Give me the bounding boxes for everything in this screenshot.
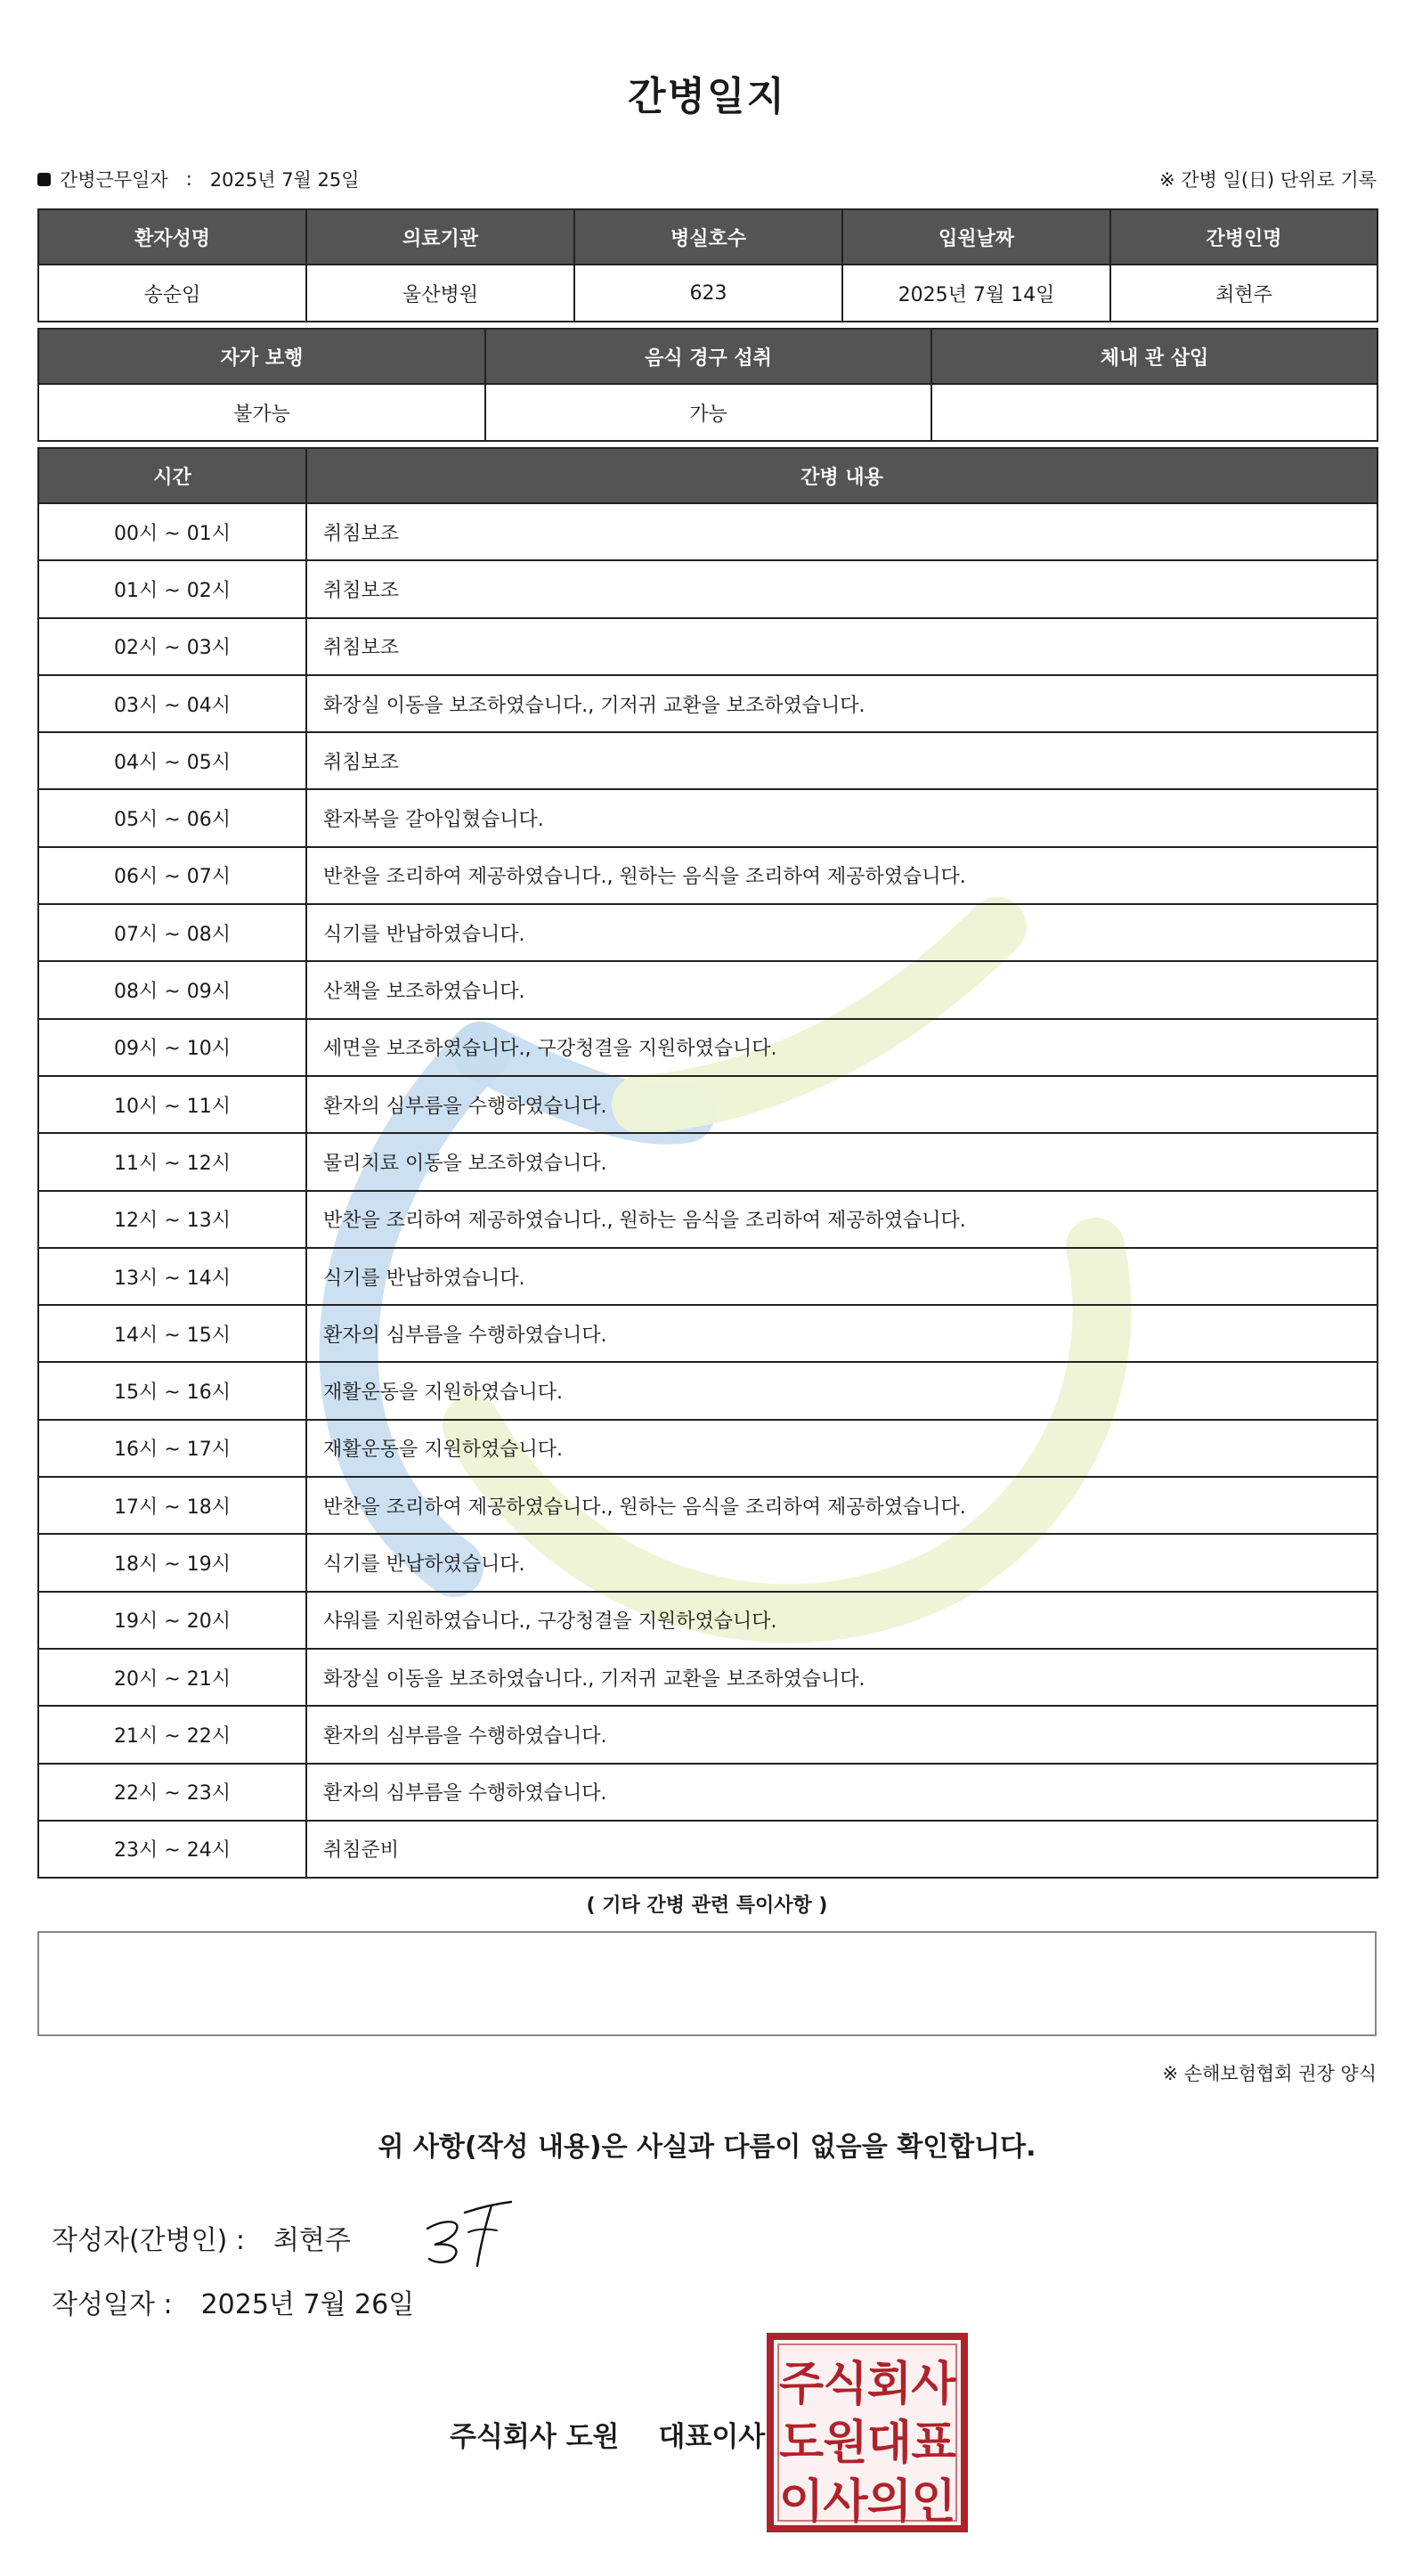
care-log-content: 화장실 이동을 보조하였습니다., 기저귀 교환을 보조하였습니다. xyxy=(306,1649,1377,1706)
work-date-label: 간병근무일자 xyxy=(60,169,168,191)
care-log-time: 08시 ~ 09시 xyxy=(38,961,306,1018)
care-log-row xyxy=(38,1534,1377,1591)
header-hospital: 의료기관 xyxy=(306,209,574,265)
header-self-walking: 자가 보행 xyxy=(38,329,485,384)
header-oral-intake: 음식 경구 섭취 xyxy=(485,329,931,384)
care-log-row xyxy=(38,847,1377,904)
care-log-content: 반찬을 조리하여 제공하였습니다., 원하는 음식을 조리하여 제공하였습니다. xyxy=(306,1477,1377,1534)
care-log-content: 산책을 보조하였습니다. xyxy=(306,961,1377,1018)
care-log-content: 환자의 심부름을 수행하였습니다. xyxy=(306,1706,1377,1763)
care-log-body xyxy=(38,503,1377,1878)
care-log-time: 15시 ~ 16시 xyxy=(38,1362,306,1419)
care-log-content: 취침보조 xyxy=(306,503,1377,560)
care-log-row xyxy=(38,1821,1377,1878)
care-log-row xyxy=(38,961,1377,1018)
care-log-time: 18시 ~ 19시 xyxy=(38,1534,306,1591)
care-log-row xyxy=(38,1248,1377,1305)
seal-glyph: 식 xyxy=(823,2358,868,2411)
care-log-time: 20시 ~ 21시 xyxy=(38,1649,306,1706)
care-log-row xyxy=(38,1764,1377,1821)
header-patient-name: 환자성명 xyxy=(38,209,306,265)
work-date-separator: : xyxy=(185,168,192,190)
patient-name: 송순임 xyxy=(38,265,306,322)
care-log-content: 반찬을 조리하여 제공하였습니다., 원하는 음식을 조리하여 제공하였습니다. xyxy=(306,1191,1377,1248)
care-log-content: 재활운동을 지원하였습니다. xyxy=(306,1420,1377,1477)
writer-name: 최현주 xyxy=(272,2225,351,2256)
written-date-row xyxy=(52,2282,414,2321)
confirmation-statement: 위 사항(작성 내용)은 사실과 다름이 없음을 확인합니다. xyxy=(378,2132,1036,2163)
care-log-content: 환자복을 갈아입혔습니다. xyxy=(306,789,1377,846)
care-log-content: 식기를 반납하였습니다. xyxy=(306,1248,1377,1305)
care-log-time: 09시 ~ 10시 xyxy=(38,1019,306,1076)
header-tube-insertion: 체내 관 삽입 xyxy=(931,329,1377,384)
care-log-content: 취침준비 xyxy=(306,1821,1377,1878)
care-log-content: 세면을 보조하였습니다., 구강청결을 지원하였습니다. xyxy=(306,1019,1377,1076)
care-log-row xyxy=(38,1362,1377,1419)
seal-glyph: 이 xyxy=(778,2475,825,2529)
care-log-time: 19시 ~ 20시 xyxy=(38,1592,306,1649)
seal-glyph: 표 xyxy=(911,2417,956,2470)
care-log-content: 식기를 반납하였습니다. xyxy=(306,1534,1377,1591)
care-log-time: 03시 ~ 04시 xyxy=(38,675,306,732)
written-date-value: 2025년 7월 26일 xyxy=(200,2289,415,2320)
seal-glyph: 주 xyxy=(778,2358,825,2411)
care-log-time: 00시 ~ 01시 xyxy=(38,503,306,560)
care-log-row xyxy=(38,503,1377,560)
self-walking-value: 불가능 xyxy=(38,384,485,441)
care-log-time: 17시 ~ 18시 xyxy=(38,1477,306,1534)
meta-row xyxy=(37,166,1377,194)
work-date-group xyxy=(37,166,360,192)
caregiver-name: 최현주 xyxy=(1110,265,1377,322)
seal-glyph: 대 xyxy=(866,2417,913,2470)
form-note: ※ 손해보험협회 권장 양식 xyxy=(1162,2063,1377,2084)
seal-glyph: 회 xyxy=(866,2358,913,2411)
special-notes-box xyxy=(37,1931,1377,2036)
care-log-row xyxy=(38,1477,1377,1534)
care-log-row xyxy=(38,904,1377,961)
care-log-row xyxy=(38,1649,1377,1706)
care-log-time: 04시 ~ 05시 xyxy=(38,732,306,789)
care-log-content: 재활운동을 지원하였습니다. xyxy=(306,1362,1377,1419)
patient-status-value-row xyxy=(38,384,1377,441)
patient-status-table xyxy=(37,328,1378,442)
care-log-time: 07시 ~ 08시 xyxy=(38,904,306,961)
work-date-value: 2025년 7월 25일 xyxy=(209,169,360,191)
care-log-content: 취침보조 xyxy=(306,560,1377,617)
care-log-table xyxy=(37,447,1378,1879)
care-log-row xyxy=(38,1019,1377,1076)
representative-title: 대표이사 xyxy=(658,2421,766,2453)
care-log-row xyxy=(38,618,1377,675)
care-log-time: 10시 ~ 11시 xyxy=(38,1076,306,1133)
care-log-time: 05시 ~ 06시 xyxy=(38,789,306,846)
care-log-content: 취침보조 xyxy=(306,618,1377,675)
care-log-row xyxy=(38,1191,1377,1248)
care-log-content: 물리치료 이동을 보조하였습니다. xyxy=(306,1133,1377,1190)
seal-glyph: 의 xyxy=(866,2475,913,2529)
care-log-row xyxy=(38,1420,1377,1477)
admission-date: 2025년 7월 14일 xyxy=(842,265,1110,322)
care-log-content: 반찬을 조리하여 제공하였습니다., 원하는 음식을 조리하여 제공하였습니다. xyxy=(306,847,1377,904)
writer-row xyxy=(52,2218,351,2257)
care-log-time: 14시 ~ 15시 xyxy=(38,1305,306,1362)
oral-intake-value: 가능 xyxy=(485,384,931,441)
hospital-name: 울산병원 xyxy=(306,265,574,322)
care-log-time: 22시 ~ 23시 xyxy=(38,1764,306,1821)
patient-info-header-row xyxy=(38,209,1377,265)
care-log-row xyxy=(38,789,1377,846)
patient-status-header-row xyxy=(38,329,1377,384)
seal-glyph: 인 xyxy=(911,2475,956,2529)
patient-info-value-row xyxy=(38,265,1377,322)
header-admission-date: 입원날짜 xyxy=(842,209,1110,265)
care-log-row xyxy=(38,1706,1377,1763)
care-log-row xyxy=(38,1592,1377,1649)
company-signature-line xyxy=(450,2414,765,2454)
seal-glyph: 도 xyxy=(778,2417,825,2470)
care-log-time: 01시 ~ 02시 xyxy=(38,560,306,617)
header-room-number: 병실호수 xyxy=(574,209,842,265)
care-log-row xyxy=(38,1076,1377,1133)
company-name: 주식회사 도원 xyxy=(450,2421,620,2453)
header-care-content: 간병 내용 xyxy=(306,448,1377,503)
care-log-time: 02시 ~ 03시 xyxy=(38,618,306,675)
tube-insertion-value xyxy=(931,384,1377,441)
unit-note: ※ 간병 일(日) 단위로 기록 xyxy=(1159,169,1377,191)
care-log-time: 06시 ~ 07시 xyxy=(38,847,306,904)
care-log-row xyxy=(38,560,1377,617)
seal-glyph: 사 xyxy=(823,2475,868,2529)
written-date-label: 작성일자 : xyxy=(52,2289,173,2320)
header-time: 시간 xyxy=(38,448,306,503)
company-seal-stamp xyxy=(766,2332,969,2533)
care-log-content: 환자의 심부름을 수행하였습니다. xyxy=(306,1305,1377,1362)
care-log-row xyxy=(38,1133,1377,1190)
patient-info-table xyxy=(37,208,1378,322)
document-title: 간병일지 xyxy=(627,74,786,119)
square-bullet-icon xyxy=(37,173,51,186)
care-log-time: 13시 ~ 14시 xyxy=(38,1248,306,1305)
care-log-row xyxy=(38,675,1377,732)
care-log-content: 샤워를 지원하였습니다., 구강청결을 지원하였습니다. xyxy=(306,1592,1377,1649)
care-log-header-row xyxy=(38,448,1377,503)
room-number: 623 xyxy=(574,265,842,322)
care-log-row xyxy=(38,732,1377,789)
seal-glyph: 원 xyxy=(823,2417,868,2470)
care-log-time: 21시 ~ 22시 xyxy=(38,1706,306,1763)
care-log-content: 취침보조 xyxy=(306,732,1377,789)
special-notes-label: ( 기타 간병 관련 특이사항 ) xyxy=(586,1895,828,1917)
care-log-time: 16시 ~ 17시 xyxy=(38,1420,306,1477)
header-caregiver-name: 간병인명 xyxy=(1110,209,1377,265)
care-log-content: 화장실 이동을 보조하였습니다., 기저귀 교환을 보조하였습니다. xyxy=(306,675,1377,732)
care-log-time: 23시 ~ 24시 xyxy=(38,1821,306,1878)
care-log-row xyxy=(38,1305,1377,1362)
care-log-time: 12시 ~ 13시 xyxy=(38,1191,306,1248)
care-log-content: 환자의 심부름을 수행하였습니다. xyxy=(306,1076,1377,1133)
care-log-time: 11시 ~ 12시 xyxy=(38,1133,306,1190)
care-log-content: 식기를 반납하였습니다. xyxy=(306,904,1377,961)
care-log-content: 환자의 심부름을 수행하였습니다. xyxy=(306,1764,1377,1821)
handwritten-signature xyxy=(419,2193,516,2273)
writer-label: 작성자(간병인) : xyxy=(52,2225,245,2256)
seal-glyph: 사 xyxy=(911,2358,956,2411)
